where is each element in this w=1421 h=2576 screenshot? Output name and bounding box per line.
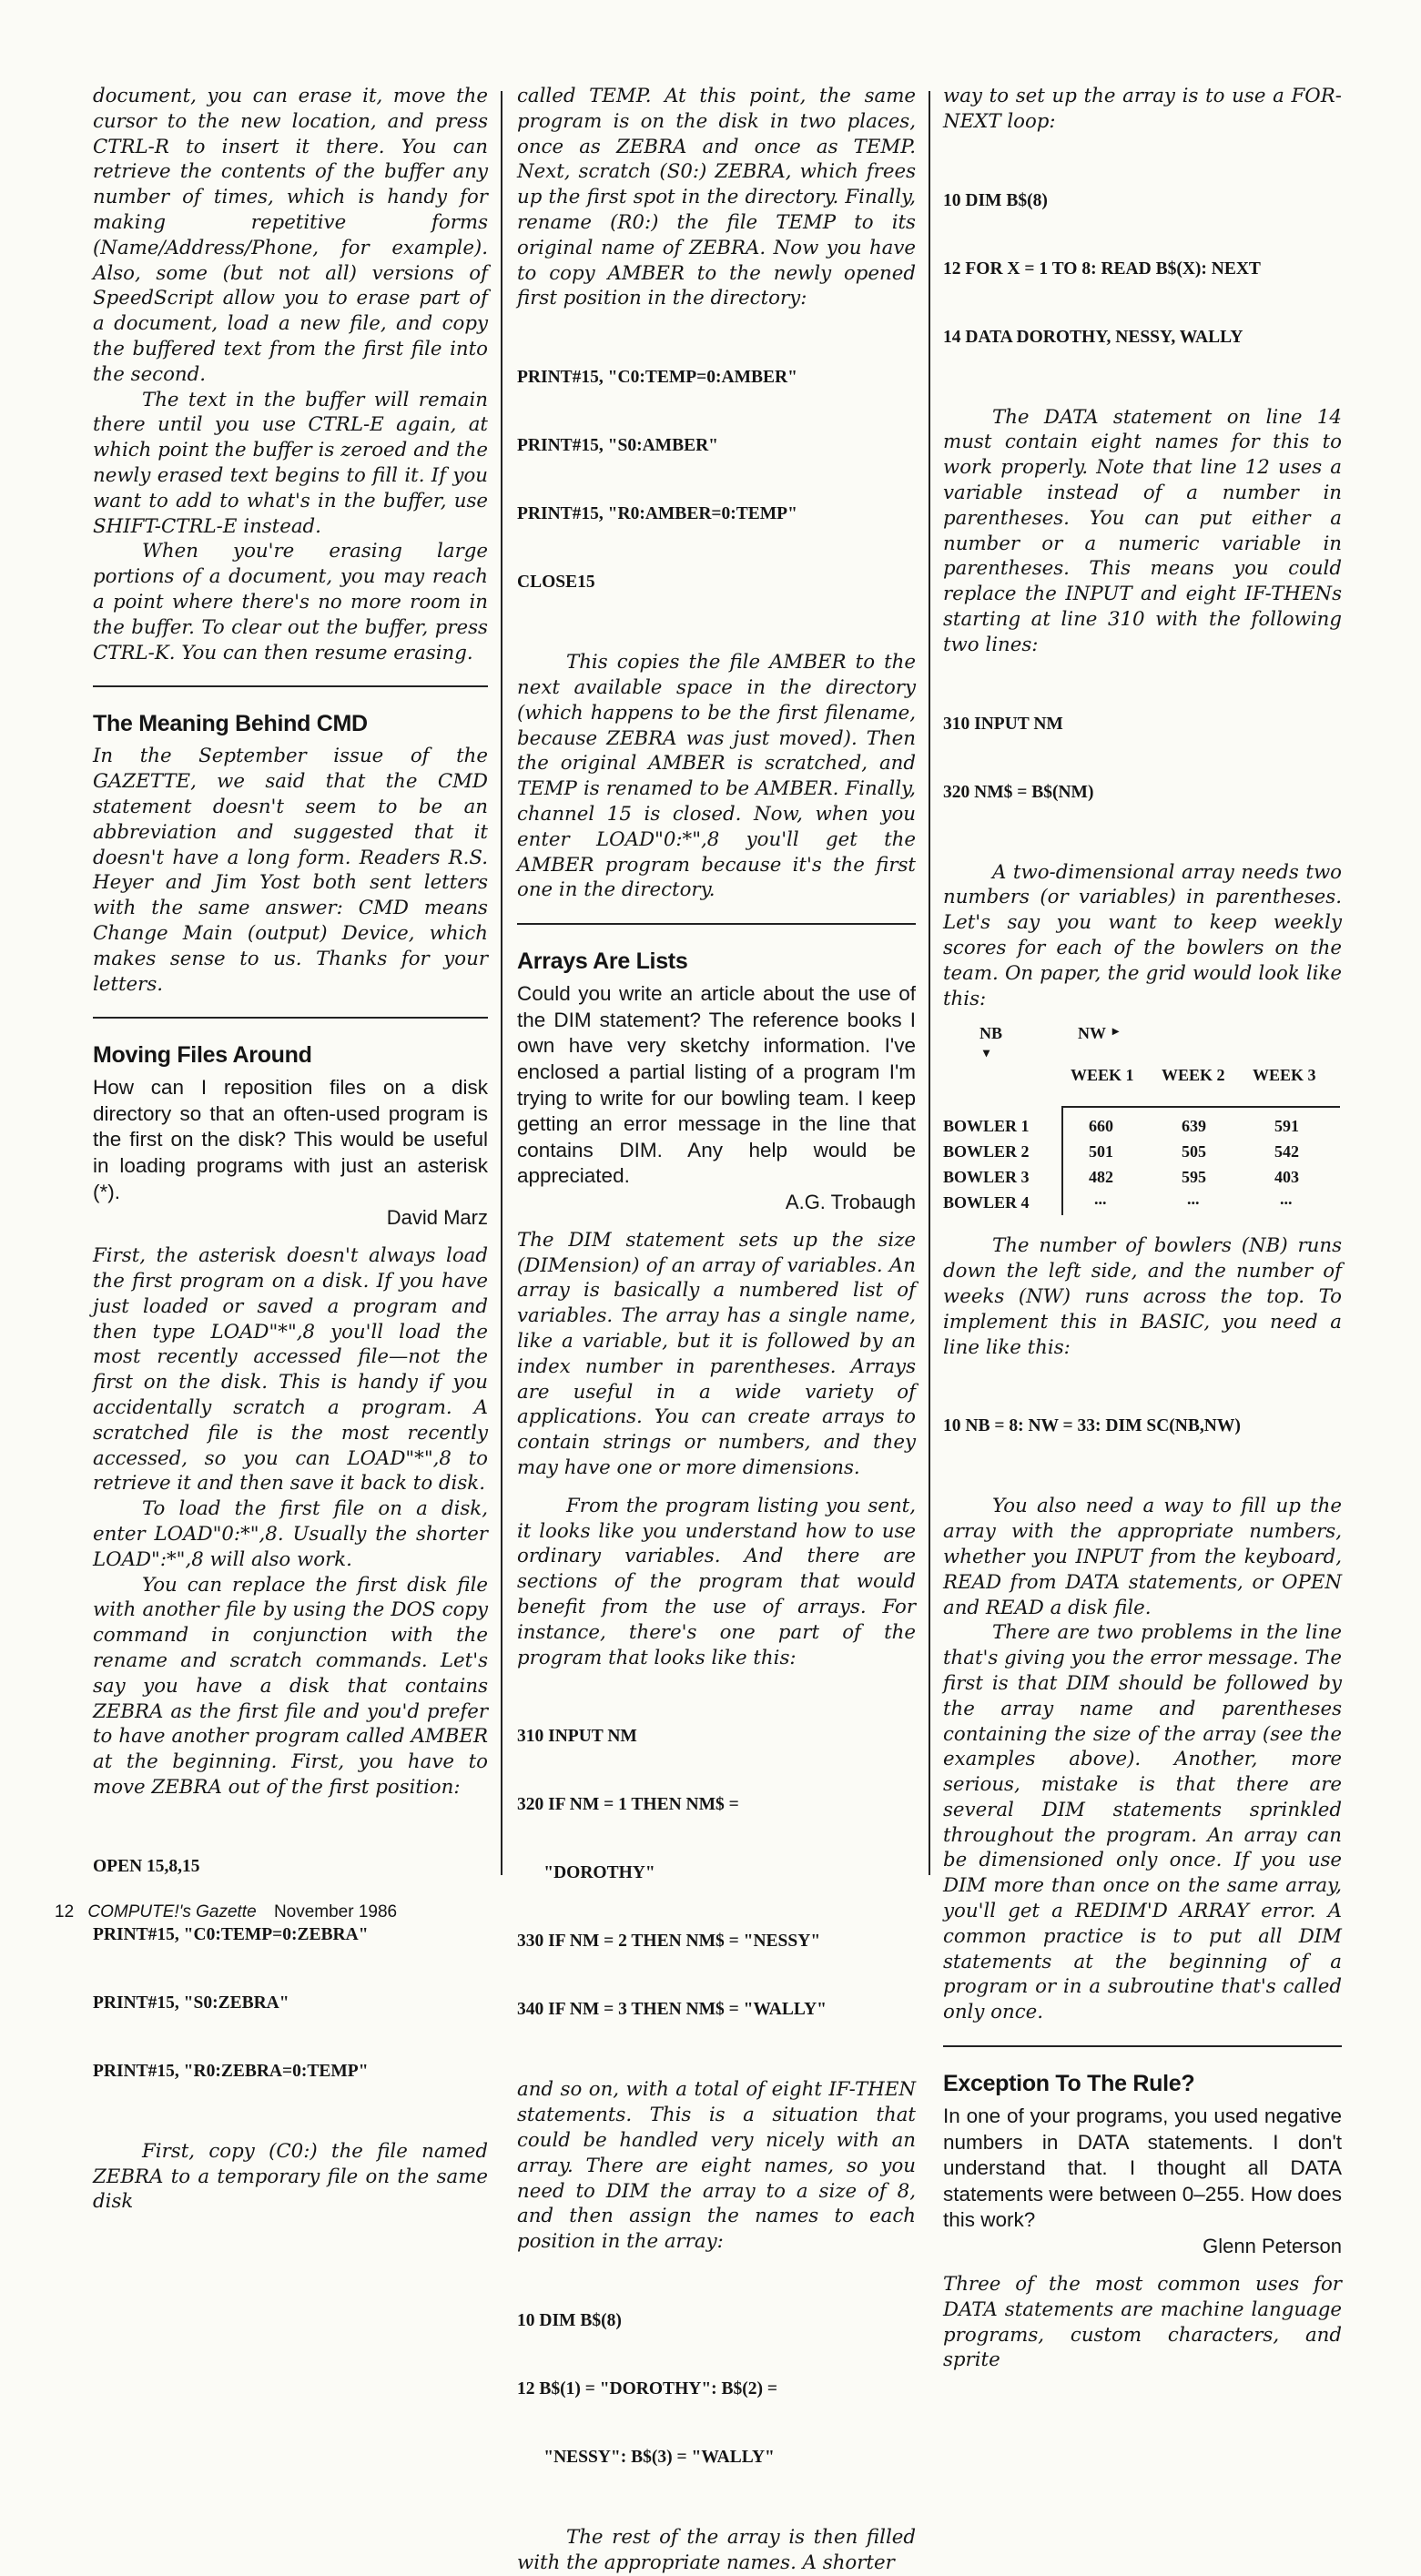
score-cell: 482 [1089,1168,1113,1187]
answer-paragraph: You also need a way to fill up the array with the appropriate numbers, whether you INPUT from the keyboard, READ from DATA statements, or OPEN and READ a disk file. [943,1495,1342,1619]
code-line: 320 IF NM = 1 THEN NM$ = [517,1795,739,1815]
code-listing [943,144,1342,394]
bowling-score-grid [943,1019,1342,1210]
code-line: 10 DIM B$(8) [943,190,1048,210]
grid-left-line [1061,1106,1063,1215]
score-cell: ... [1094,1190,1107,1209]
code-listing [93,1810,488,2128]
score-cell: 660 [1089,1117,1113,1136]
code-listing [517,1679,916,2066]
paragraph: The text in the buffer will remain there until you use CTRL-E again, at which point the buffer is zeroed and the newly erased text begins to fill it. If you want to add to what's in the buffer, use SHIFT-CTRL-E instead. [93,388,488,538]
bowler-label: BOWLER 3 [943,1168,1030,1187]
score-cell: ... [1187,1190,1200,1209]
code-line: "NESSY": B$(3) = "WALLY" [517,2448,775,2468]
section-divider [93,1017,488,1019]
cont-paragraph: way to set up the array is to use a FOR-NEXT loop: [943,85,1342,133]
column-3 [943,84,1342,2373]
column-divider-1 [501,91,502,1875]
code-line: 12 B$(1) = "DOROTHY": B$(2) = [517,2379,777,2399]
answer-paragraph: You can replace the first disk file with another file by using the DOS copy command in conjunction with the rename and scratch commands. Let's say you have a disk that contains ZEBRA as the first file and you'd prefer to have another program called AMBER at the beginning. First, you have to move ZEBRA out of the first position: [93,1573,488,1799]
code-line: 10 NB = 8: NW = 33: DIM SC(NB,NW) [943,1416,1241,1436]
section-heading-moving-files: Moving Files Around [93,1042,312,1069]
code-line: PRINT#15, "S0:ZEBRA" [93,1993,289,2013]
section-heading-arrays: Arrays Are Lists [517,948,688,975]
code-line: PRINT#15, "S0:AMBER" [517,436,718,456]
code-line: PRINT#15, "R0:ZEBRA=0:TEMP" [93,2061,369,2081]
code-line: 14 DATA DOROTHY, NESSY, WALLY [943,327,1243,347]
cont-paragraph: called TEMP. At this point, the same program is on the disk in two places, once as ZEBRA and once as TEMP. Next, scratch (S0:) ZEBRA, which frees up the first spot in the directory. Finally, rename (R0:) the file TEMP to its original name of ZEBRA. Now you have to copy AMBER to the newly opened first position in the directory: [517,85,916,310]
score-cell: 505 [1182,1142,1206,1161]
nw-label: NW [1078,1024,1106,1043]
reader-signature: A.G. Trobaugh [785,1190,916,1213]
reader-signature: David Marz [386,1206,488,1230]
code-line: PRINT#15, "C0:TEMP=0:ZEBRA" [93,1924,369,1944]
section-divider [943,2045,1342,2047]
answer-paragraph: Three of the most common uses for DATA statements are machine language programs, custom characters, and sprite [943,2273,1342,2372]
issue-date: November 1986 [273,1902,398,1922]
reader-question: In one of your programs, you used negative numbers in DATA statements. I don't understand that. I thought all DATA statements were between 0–255. How does this work? [943,2104,1342,2232]
code-listing [943,667,1342,849]
code-line: 12 FOR X = 1 TO 8: READ B$(X): NEXT [943,259,1261,279]
code-line: PRINT#15, "R0:AMBER=0:TEMP" [517,504,797,524]
score-cell: 595 [1182,1168,1206,1187]
magazine-name: COMPUTE!'s Gazette [87,1902,257,1922]
reader-question: Could you write an article about the use of the DIM statement? The reference books I own have very sketchy information. I've enclosed a partial listing of a program I'm trying to write for our bowling team. I keep getting an error message in the line that contains DIM. Any help would be appreciated. [517,982,916,1188]
answer-paragraph: First, copy (C0:) the file named ZEBRA to a temporary file on the same disk [93,2139,488,2214]
score-cell: 591 [1274,1117,1299,1136]
score-cell: 403 [1274,1168,1299,1187]
code-line: 330 IF NM = 2 THEN NM$ = "NESSY" [517,1932,821,1952]
answer-paragraph: This copies the file AMBER to the next available space in the directory (which happens to be the first filename, because ZEBRA was just moved). Then the original AMBER is scratched, and TEMP is renamed to be AMBER. Finally, channel 15 is closed. Now, when you enter LOAD"0:*",8 you'll get the AMBER program because it's the first one in the directory. [517,651,916,902]
section-heading-exception: Exception To The Rule? [943,2071,1195,2097]
score-cell: 542 [1274,1142,1299,1161]
code-line: 310 INPUT NM [943,714,1063,734]
answer-paragraph: To load the first file on a disk, enter LOAD"0:*",8. Usually the shorter LOAD":*",8 will also work. [93,1497,488,1571]
score-cell: 639 [1182,1117,1206,1136]
answer-paragraph: From the program listing you sent, it looks like you understand how to use ordinary variables. And there are sections of the program that would benefit from the use of arrays. For instance, there's one part of the program that looks like this: [517,1494,916,1669]
code-line: 10 DIM B$(8) [517,2311,622,2331]
answer-paragraph: The DIM statement sets up the size (DIMension) of an array of variables. An array is basically a numbered list of variables. The array has a single name, like a variable, but it is followed by an index number in parentheses. Arrays are useful in a wide variety of applications. You can create arrays to contain strings or numbers, and they may have one or more dimensions. [517,1228,916,1480]
reader-question: How can I reposition files on a disk directory so that an often-used program is the first on the disk? This would be useful in loading programs with just an asterisk (*). [93,1076,488,1203]
week-header: WEEK 3 [1253,1066,1316,1085]
code-line: OPEN 15,8,15 [93,1856,200,1876]
right-arrow-icon: ▸ [1112,1025,1120,1040]
section-heading-cmd: The Meaning Behind CMD [93,711,368,737]
code-line: 320 NM$ = B$(NM) [943,782,1094,802]
section-divider [517,923,916,925]
code-line: 310 INPUT NM [517,1727,637,1747]
paragraph: When you're erasing large portions of a document, you may reach a point where there's no more room in the buffer. To clear out the buffer, press CTRL-K. You can then resume erasing. [93,540,488,664]
code-line: "DOROTHY" [517,1863,655,1883]
page-footer [55,1902,397,1922]
score-cell: ... [1280,1190,1293,1209]
nb-label: NB [979,1024,1003,1043]
answer-paragraph: The number of bowlers (NB) runs down the left side, and the number of weeks (NW) runs across the top. To implement this in BASIC, you need a line like this: [943,1234,1342,1359]
column-2 [517,84,916,2576]
answer-paragraph: There are two problems in the line that's giving you the error message. The first is that DIM should be followed by the array name and parentheses containing the size of the array (see the examples above). Another, more serious, mistake is that there are several DIM statements sprinkled throughout the program. An array can be dimensioned only once. If you use DIM more than once on the same array, you'll get a REDIM'D ARRAY error. A common practice is to put all DIM statements at the beginning of a program or in a subroutine that's called only once. [943,1621,1342,2024]
code-listing [943,1369,1342,1483]
section-divider [93,685,488,687]
code-line: 340 IF NM = 3 THEN NM$ = "WALLY" [517,2000,827,2020]
column-1 [93,84,488,2215]
score-cell: 501 [1089,1142,1113,1161]
code-line: PRINT#15, "C0:TEMP=0:AMBER" [517,368,797,388]
answer-paragraph: The DATA statement on line 14 must contain eight names for this to work properly. Note that line 12 uses a variable instead of a number in parentheses. You can put either a number or a numeric variable in parentheses. This means you could replace the INPUT and eight IF-THENs starting at line 310 with the following two lines: [943,405,1342,656]
down-arrow-icon: ▾ [983,1047,990,1061]
week-header: WEEK 2 [1162,1066,1225,1085]
answer-paragraph: The rest of the array is then filled with the appropriate names. A shorter [517,2526,916,2574]
code-listing [517,2264,916,2514]
reader-signature: Glenn Peterson [1203,2235,1342,2258]
bowler-label: BOWLER 2 [943,1142,1030,1161]
answer-paragraph: A two-dimensional array needs two numbers (or variables) in parentheses. Let's say you want to keep weekly scores for each of the bowlers on the team. On paper, the grid would look like this: [943,860,1342,1010]
page-number: 12 [55,1902,75,1922]
bowler-label: BOWLER 1 [943,1117,1030,1136]
cont-paragraph: document, you can erase it, move the cursor to the new location, and press CTRL-R to insert it there. You can retrieve the contents of the buffer any number of times, which is handy for making repetitive forms (Name/Address/Phone, for example). Also, some (but not all) versions of SpeedScript allow you to erase part of a document, load a new file, and copy the buffered text from the first file into the second. [93,85,488,386]
answer-paragraph: First, the asterisk doesn't always load the first program on a disk. If you have just loaded or saved a program and then type LOAD"*",8 you'll load the most recently accessed file—not the first on the disk. This is handy if you accidentally scratch a program. A scratched file is the most recently accessed, so you can LOAD"*",8 to retrieve it and then save it back to disk. [93,1244,488,1496]
code-listing [517,320,916,639]
week-header: WEEK 1 [1071,1066,1134,1085]
grid-top-line [1061,1106,1340,1108]
answer-paragraph: In the September issue of the GAZETTE, we said that the CMD statement doesn't seem to be an abbreviation and suggested that it doesn't have a long form. Readers R.S. Heyer and Jim Yost both sent letters with the same answer: CMD means Change Main (output) Device, which makes sense to us. Thanks for your letters. [93,745,488,996]
column-divider-2 [929,91,930,1875]
answer-paragraph: and so on, with a total of eight IF-THEN statements. This is a situation that could be handled very nicely with an array. There are eight names, so you need to DIM the array to a size of 8, and then assign the names to each position in the array: [517,2078,916,2254]
bowler-label: BOWLER 4 [943,1193,1030,1212]
code-line: CLOSE15 [517,573,595,593]
